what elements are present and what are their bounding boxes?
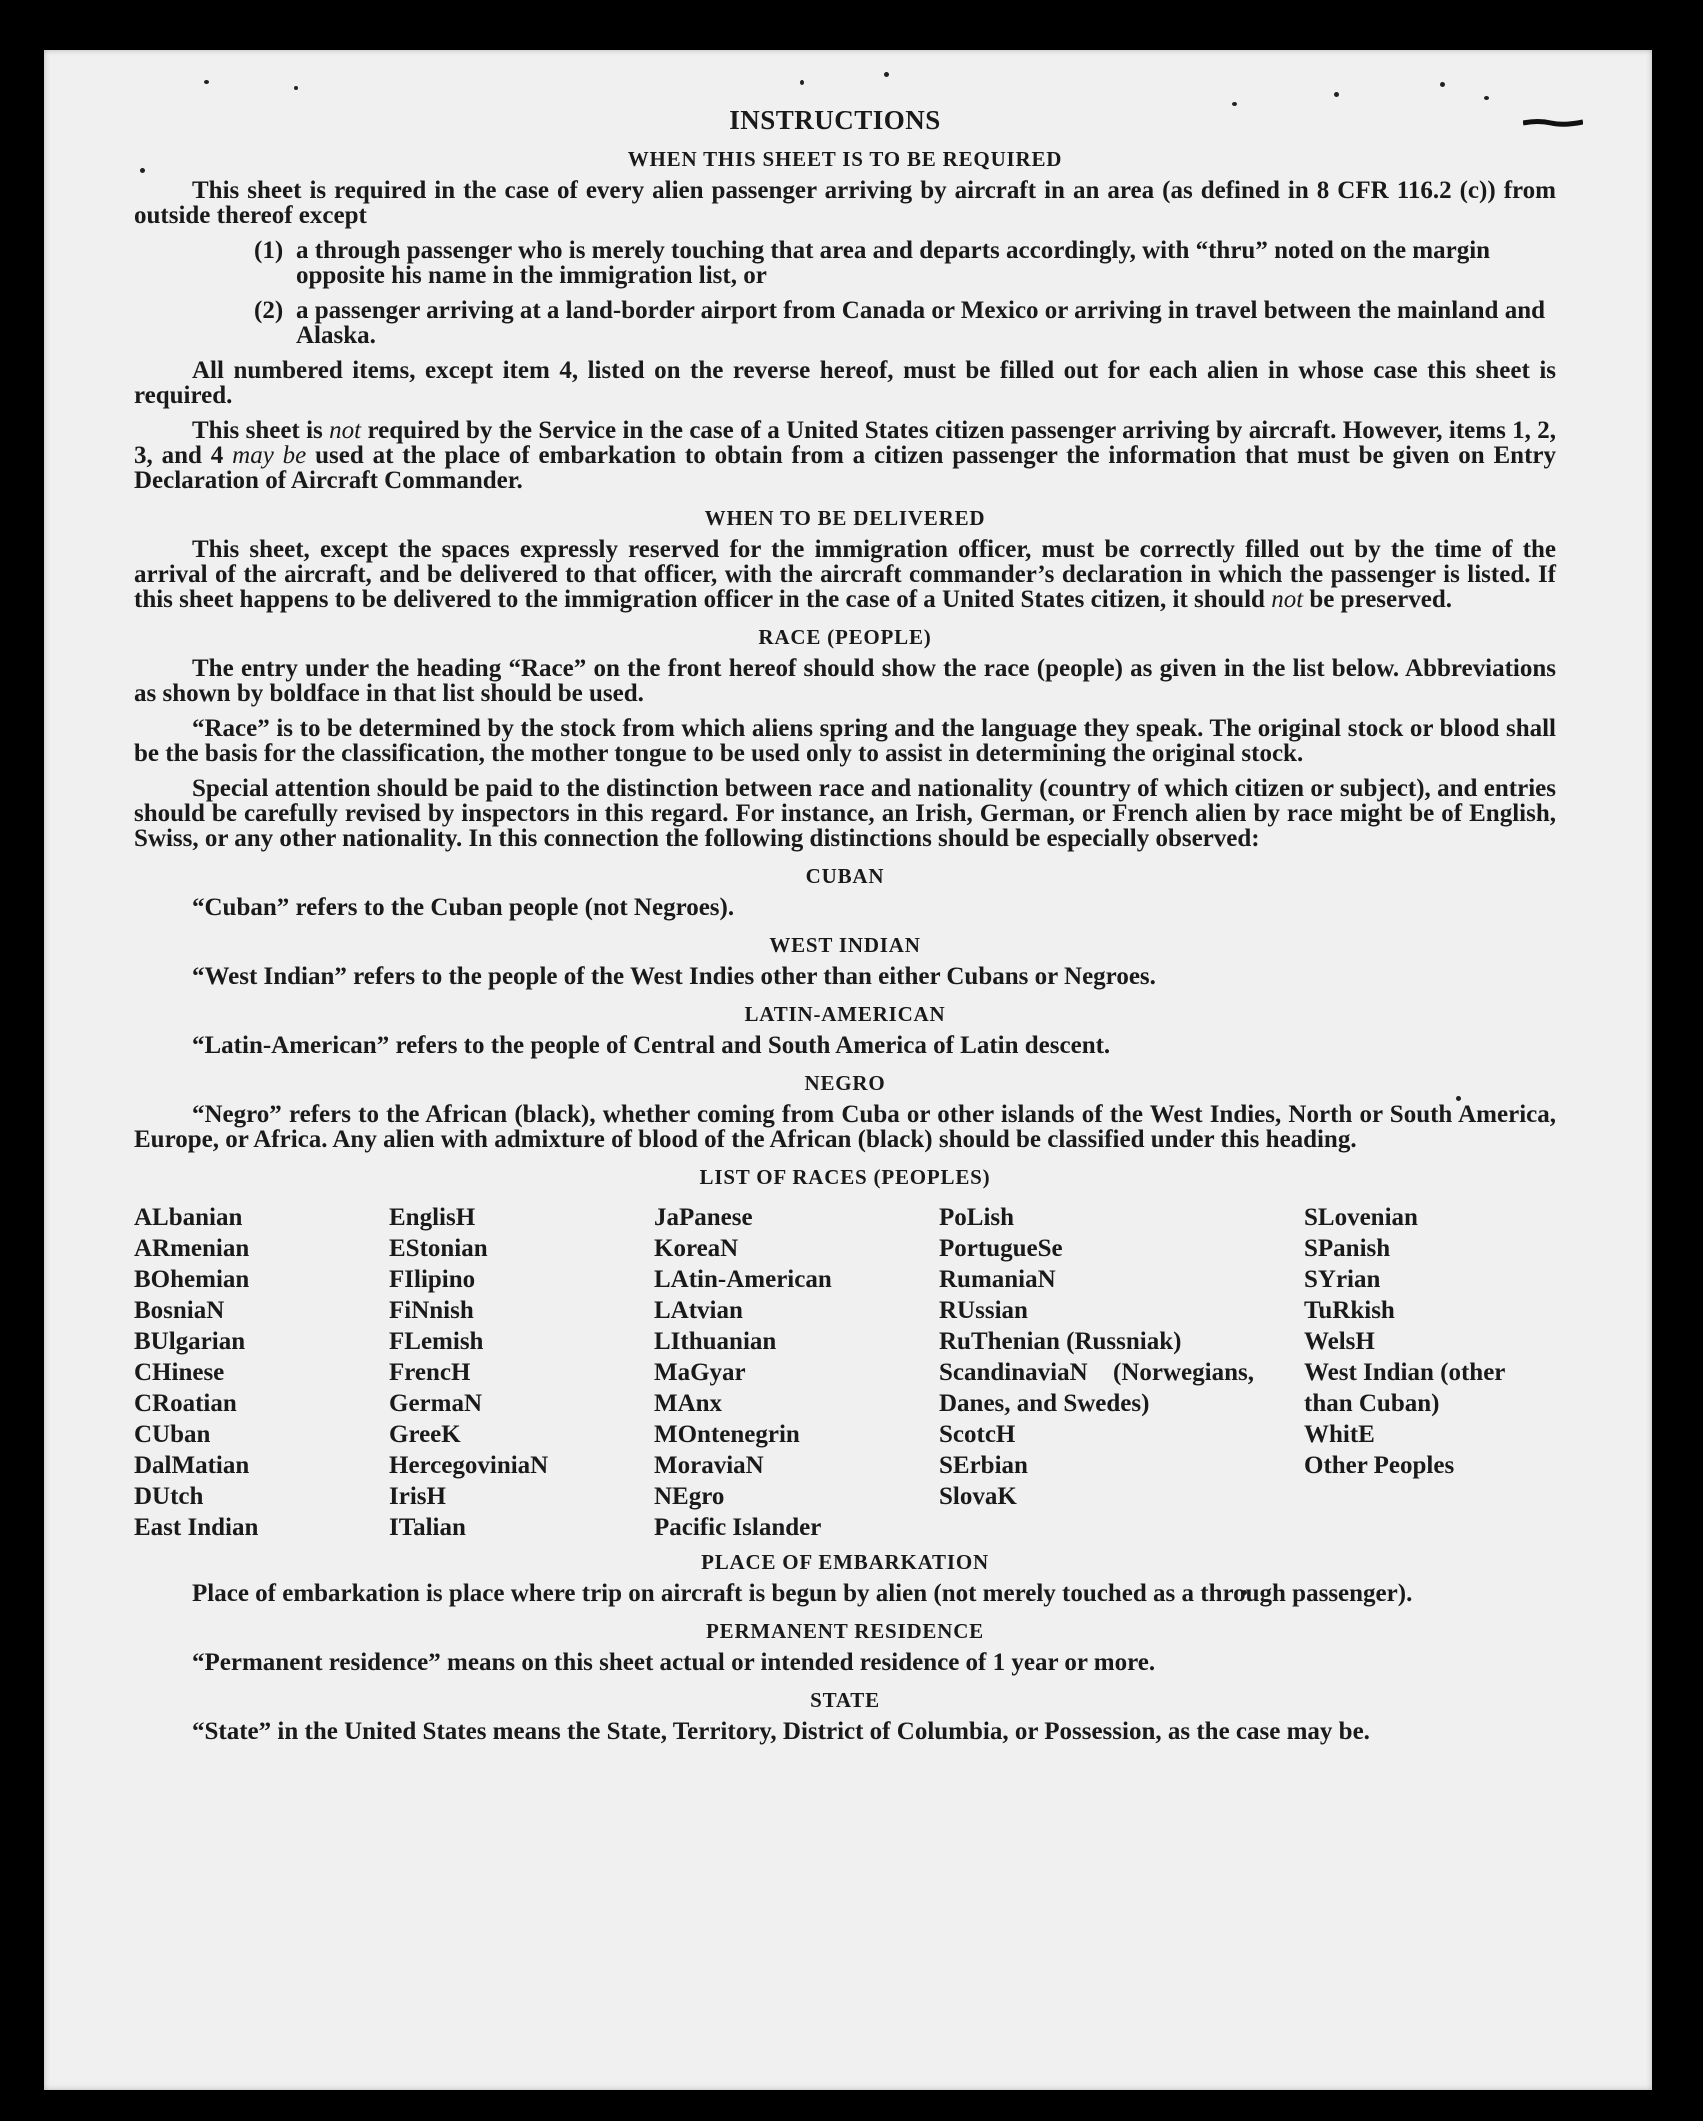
heading-when-required: WHEN THIS SHEET IS TO BE REQUIRED — [627, 147, 1063, 171]
race-entry: TuRkish — [1304, 1297, 1395, 1324]
italic-word: not — [329, 417, 362, 444]
paragraph-embarkation: Place of embarkation is place where trip on aircraft is begun by alien (not merely touched as a through passenger). — [192, 1580, 1413, 1607]
race-entry: RUssian — [939, 1297, 1028, 1324]
heading-state: STATE — [810, 1688, 880, 1712]
paragraph-numbered-items: All numbered items, except item 4, listed on the reverse hereof, must be filled out for each alien in whose case this sheet is required. — [134, 357, 1556, 409]
race-entry: FrencH — [389, 1359, 471, 1386]
exception-text: a passenger arriving at a land-border airport from Canada or Mexico or arriving in travel between the mainland and Alaska. — [296, 297, 1546, 349]
exception-number: (2) — [254, 297, 284, 324]
race-entry: LIthuanian — [654, 1328, 777, 1355]
race-list — [134, 1202, 1556, 1543]
race-entry: BosniaN — [134, 1297, 225, 1324]
race-entry: RumaniaN — [939, 1266, 1056, 1293]
heading-residence: PERMANENT RESIDENCE — [706, 1619, 984, 1643]
race-entry: CRoatian — [134, 1390, 237, 1417]
exception-item-1 — [254, 238, 1556, 288]
heading-west-indian: WEST INDIAN — [769, 933, 921, 957]
race-entry: MaGyar — [654, 1359, 746, 1386]
text-run: required by the Service in the case of a United States citizen passenger arriving by aircraft. However, items 1, 2, 3, and 4 — [134, 417, 1556, 469]
race-entry: SLovenian — [1304, 1204, 1418, 1231]
race-entry: Pacific Islander — [654, 1514, 822, 1541]
race-entry: MoraviaN — [654, 1452, 764, 1479]
paragraph-race-entry — [134, 656, 1556, 706]
race-entry: HercegoviniaN — [389, 1452, 549, 1479]
paragraph-west-indian: “West Indian” refers to the people of the West Indies other than either Cubans or Negroes. — [192, 963, 1156, 990]
heading-embarkation: PLACE OF EMBARKATION — [701, 1550, 989, 1574]
italic-word: may be — [232, 442, 307, 469]
text-run: in that list should be used. — [366, 680, 644, 707]
race-entry: DUtch — [134, 1483, 204, 1510]
paragraph-race-stock: “Race” is to be determined by the stock from which aliens spring and the language they speak. The original stock or blood shall be the basis for the classification, the mother tongue to be used only to assist in determining the original stock. — [134, 715, 1556, 767]
bold-word: boldface — [269, 680, 360, 707]
paragraph-required-intro: This sheet is required in the case of every alien passenger arriving by aircraft in an area (as defined in 8 CFR 116.2 (c)) from outside thereof except — [134, 177, 1556, 229]
heading-list-of-races: LIST OF RACES (PEOPLES) — [699, 1165, 991, 1189]
text-run: used at the place of embarkation to obtain from a citizen passenger the information that must be given on Entry Declaration of Aircraft Commander. — [134, 442, 1557, 494]
race-entry: EnglisH — [389, 1204, 476, 1231]
race-entry: MOntenegrin — [654, 1421, 800, 1448]
race-entry: PoLish — [939, 1204, 1015, 1231]
race-entry: JaPanese — [654, 1204, 753, 1231]
race-entry: ScotcH — [939, 1421, 1016, 1448]
race-column-1 — [134, 1202, 389, 1543]
heading-latin-american: LATIN-AMERICAN — [744, 1002, 946, 1026]
paragraph-cuban: “Cuban” refers to the Cuban people (not Negroes). — [192, 894, 735, 921]
race-column-5 — [1304, 1202, 1556, 1543]
text-run: The entry under the heading “Race” on the front hereof should show the race (people) as given in the list below. Abbreviations as shown by — [134, 655, 1556, 707]
text-run: be preserved. — [1309, 586, 1452, 613]
race-entry: GermaN — [389, 1390, 483, 1417]
race-entry: LAtvian — [654, 1297, 743, 1324]
race-entry: FIlipino — [389, 1266, 476, 1293]
race-entry: NEgro — [654, 1483, 725, 1510]
race-entry: BOhemian — [134, 1266, 250, 1293]
text-run: This sheet, except the spaces expressly reserved for the immigration officer, must be correctly filled out by the time of the arrival of the aircraft, and be delivered to that officer, with the aircraft commander’s declaration in which the passenger is listed. If this sheet happens to be delivered to the immigration officer in the case of a United States citizen, it should — [134, 536, 1556, 613]
race-entry: SYrian — [1304, 1266, 1381, 1293]
race-column-3 — [654, 1202, 939, 1543]
race-entry: CUban — [134, 1421, 211, 1448]
heading-race: RACE (PEOPLE) — [758, 625, 932, 649]
paragraph-residence: “Permanent residence” means on this sheet actual or intended residence of 1 year or more. — [192, 1649, 1156, 1676]
race-entry: SPanish — [1304, 1235, 1391, 1262]
race-entry: KoreaN — [654, 1235, 739, 1262]
race-entry: Other Peoples — [1304, 1452, 1455, 1479]
race-entry: CHinese — [134, 1359, 225, 1386]
heading-when-delivered: WHEN TO BE DELIVERED — [704, 506, 986, 530]
race-entry: LAtin-American — [654, 1266, 832, 1293]
heading-negro: NEGRO — [804, 1071, 886, 1095]
paragraph-race-nationality: Special attention should be paid to the distinction between race and nationality (country of which citizen or subject), and entries should be carefully revised by inspectors in this regard. For instance, an Irish, German, or French alien by race might be of English, Swiss, or any other nationality. In this connection the following distinctions should be especially observed: — [134, 775, 1556, 852]
race-entry: PortugueSe — [939, 1235, 1063, 1262]
race-entry: SErbian — [939, 1452, 1028, 1479]
exception-number: (1) — [254, 237, 284, 264]
race-entry: West Indian (other than Cuban) — [1304, 1359, 1505, 1417]
race-entry: FLemish — [389, 1328, 484, 1355]
race-entry: ARmenian — [134, 1235, 250, 1262]
race-entry: WelsH — [1304, 1328, 1375, 1355]
race-entry: WhitE — [1304, 1421, 1375, 1448]
race-entry: MAnx — [654, 1390, 723, 1417]
paragraph-state: “State” in the United States means the State, Territory, District of Columbia, or Possession, as the case may be. — [192, 1718, 1370, 1745]
race-entry: FiNnish — [389, 1297, 474, 1324]
paragraph-citizen — [134, 418, 1556, 493]
race-entry: BUlgarian — [134, 1328, 246, 1355]
race-column-4 — [939, 1202, 1304, 1543]
race-entry: ALbanian — [134, 1204, 243, 1231]
paragraph-delivery — [134, 537, 1556, 612]
race-entry: RuThenian (Russniak) — [939, 1328, 1182, 1355]
race-entry: SlovaK — [939, 1483, 1017, 1510]
text-run: This sheet is — [192, 417, 323, 444]
paragraph-latin-american: “Latin-American” refers to the people of Central and South America of Latin descent. — [192, 1032, 1111, 1059]
heading-cuban: CUBAN — [805, 864, 885, 888]
race-entry: ITalian — [389, 1514, 466, 1541]
paragraph-negro: “Negro” refers to the African (black), whether coming from Cuba or other islands of the West Indies, North or South America, Europe, or Africa. Any alien with admixture of blood of the African (black) should be classified under this heading. — [134, 1101, 1556, 1153]
race-entry: GreeK — [389, 1421, 461, 1448]
italic-word: not — [1271, 586, 1304, 613]
page-title: INSTRUCTIONS — [729, 105, 941, 135]
exception-text: a through passenger who is merely touching that area and departs accordingly, with “thru” noted on the margin opposite his name in the immigration list, or — [296, 237, 1491, 289]
exception-item-2 — [254, 298, 1556, 348]
race-entry: EStonian — [389, 1235, 488, 1262]
race-entry: DalMatian — [134, 1452, 250, 1479]
race-entry: IrisH — [389, 1483, 446, 1510]
instructions-body — [134, 100, 1556, 1754]
race-entry: East Indian — [134, 1514, 259, 1541]
race-entry: ScandinaviaN (Norwegians, Danes, and Swedes) — [939, 1359, 1254, 1417]
race-column-2 — [389, 1202, 654, 1543]
